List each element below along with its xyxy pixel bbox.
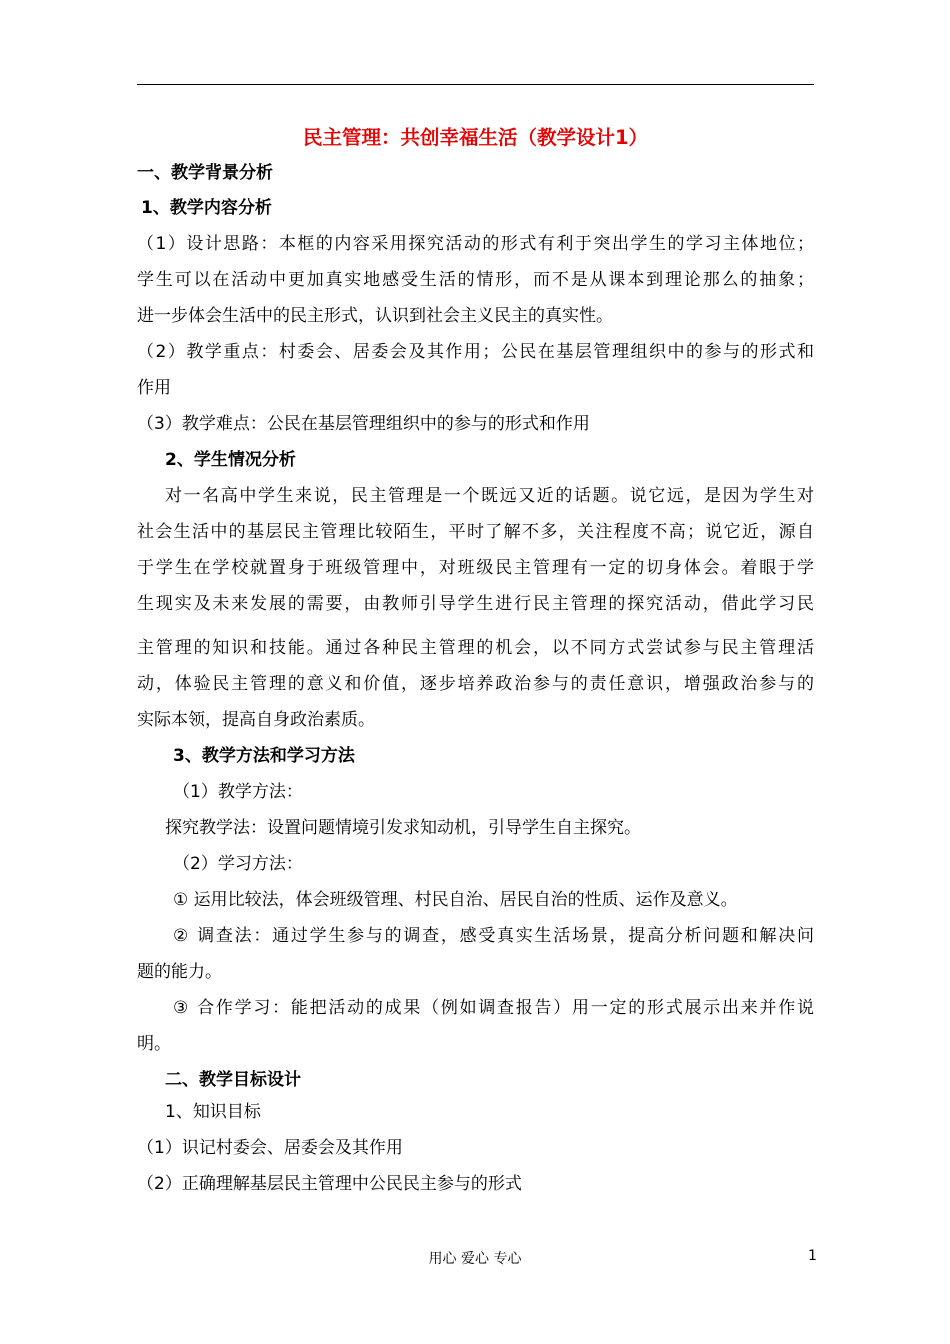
paragraph-line: ② 调查法：通过学生参与的调查，感受真实生活场景，提高分析问题和解决问 [173, 926, 814, 946]
paragraph-line: 题的能力。 [137, 962, 222, 982]
page-footer: 用心 爱心 专心 [428, 1251, 522, 1267]
paragraph-line: （1）教学方法： [173, 782, 303, 802]
paragraph-line: 于学生在学校就置身于班级管理中，对班级民主管理有一定的切身体会。着眼于学 [137, 558, 814, 578]
paragraph-line: 实际本领，提高自身政治素质。 [137, 710, 375, 730]
paragraph-line: （2）教学重点：村委会、居委会及其作用；公民在基层管理组织中的参与的形式和 [137, 342, 814, 362]
header-rule [137, 84, 814, 85]
paragraph-line: （1）设计思路：本框的内容采用探究活动的形式有利于突出学生的学习主体地位； [137, 234, 814, 254]
paragraph-line: 社会生活中的基层民主管理比较陌生，平时了解不多，关注程度不高；说它近，源自 [137, 522, 814, 542]
paragraph-line: ① 运用比较法，体会班级管理、村民自治、居民自治的性质、运作及意义。 [173, 890, 738, 910]
paragraph-line: 作用 [137, 378, 171, 398]
paragraph-line: 学生可以在活动中更加真实地感受生活的情形，而不是从课本到理论那么的抽象； [137, 270, 814, 290]
paragraph-line: 对一名高中学生来说，民主管理是一个既远又近的话题。说它远，是因为学生对 [165, 486, 814, 506]
page-number: 1 [808, 1248, 817, 1264]
document-title: 民主管理：共创幸福生活（教学设计1） [302, 126, 649, 149]
paragraph-line: 生现实及未来发展的需要，由教师引导学生进行民主管理的探究活动，借此学习民 [137, 594, 814, 614]
subheading-methods: 3、教学方法和学习方法 [173, 746, 355, 766]
paragraph-line: 主管理的知识和技能。通过各种民主管理的机会，以不同方式尝试参与民主管理活 [137, 638, 814, 658]
paragraph-line: （2）学习方法： [173, 854, 303, 874]
paragraph-line: （2）正确理解基层民主管理中公民民主参与的形式 [137, 1174, 522, 1194]
subheading-student-analysis: 2、学生情况分析 [165, 450, 296, 470]
subheading-content-analysis: 1、教学内容分析 [141, 198, 272, 218]
paragraph-line: 动，体验民主管理的意义和价值，逐步培养政治参与的责任意识，增强政治参与的 [137, 674, 814, 694]
paragraph-line: ③ 合作学习：能把活动的成果（例如调查报告）用一定的形式展示出来并作说 [173, 998, 814, 1018]
paragraph-line: 1、知识目标 [165, 1102, 261, 1122]
paragraph-line: 明。 [137, 1034, 171, 1054]
paragraph-line: 探究教学法：设置问题情境引发求知动机，引导学生自主探究。 [165, 818, 641, 838]
section-heading-objectives: 二、教学目标设计 [165, 1070, 301, 1090]
paragraph-line: （1）识记村委会、居委会及其作用 [137, 1138, 403, 1158]
section-heading-background: 一、教学背景分析 [137, 163, 273, 183]
paragraph-line: 进一步体会生活中的民主形式，认识到社会主义民主的真实性。 [137, 306, 613, 326]
paragraph-line: （3）教学难点：公民在基层管理组织中的参与的形式和作用 [137, 414, 590, 434]
